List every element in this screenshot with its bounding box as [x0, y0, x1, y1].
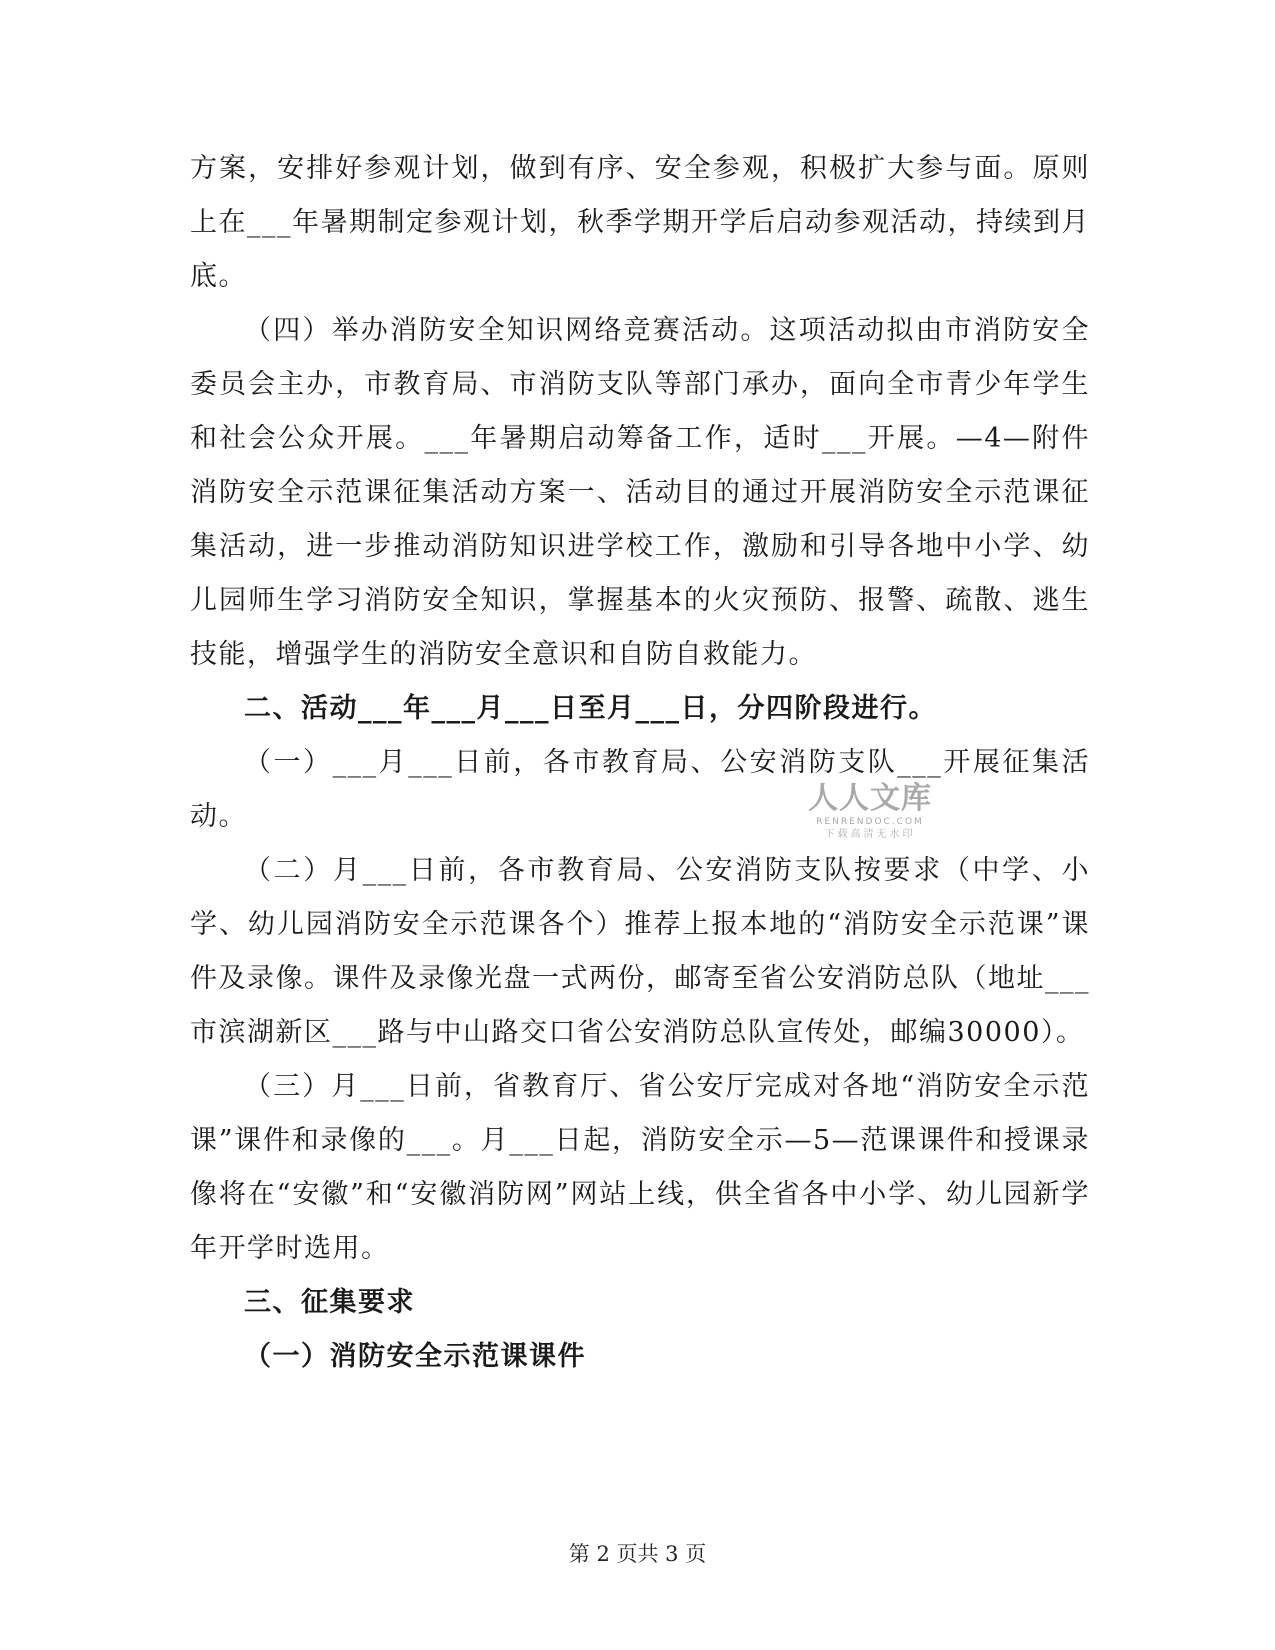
page-footer: 第 2 页共 3 页: [568, 1542, 707, 1566]
section-heading-3: 三、征集要求: [244, 1287, 415, 1318]
document-body: [190, 142, 1090, 1384]
watermark-url: RENRENDOC.COM: [816, 817, 924, 827]
paragraph-4: （一）___月___日前，各市教育局、公安消防支队___开展征集活动。: [190, 747, 1090, 832]
section-heading-2: 二、活动___年___月___日至月___日，分四阶段进行。: [244, 693, 937, 724]
watermark-subtitle: 下载高清无水印: [824, 829, 916, 840]
watermark-title: 人人文库: [808, 781, 932, 816]
paragraph-5: （二）月___日前，各市教育局、公安消防支队按要求（中学、小学、幼儿园消防安全示范课各个）推荐上报本地的“消防安全示范课”课件及录像。课件及录像光盘一式两份，邮寄至省公安消防总队（地址___市滨湖新区___路与中山路交口省公安消防总队宣传处，邮编30000）。: [190, 855, 1090, 1048]
watermark-logo: [790, 782, 950, 842]
subsection-heading-1: （一）消防安全示范课课件: [244, 1341, 586, 1372]
paragraph-6: （三）月___日前，省教育厅、省公安厅完成对各地“消防安全示范课”课件和录像的___。月___日起，消防安全示—5—范课课件和授课录像将在“安徽”和“安徽消防网”网站上线，供全省各中小学、幼儿园新学年开学时选用。: [190, 1071, 1090, 1264]
paragraph-2: （四）举办消防安全知识网络竞赛活动。这项活动拟由市消防安全委员会主办，市教育局、市消防支队等部门承办，面向全市青少年学生和社会公众开展。___年暑期启动筹备工作，适时___开展。—4—附件消防安全示范课征集活动方案一、活动目的通过开展消防安全示范课征集活动，进一步推动消防知识进学校工作，激励和引导各地中小学、幼儿园师生学习消防安全知识，掌握基本的火灾预防、报警、疏散、逃生技能，增强学生的消防安全意识和自防自救能力。: [190, 315, 1090, 670]
paragraph-1: 方案，安排好参观计划，做到有序、安全参观，积极扩大参与面。原则上在___年暑期制定参观计划，秋季学期开学后启动参观活动，持续到月底。: [190, 153, 1090, 292]
